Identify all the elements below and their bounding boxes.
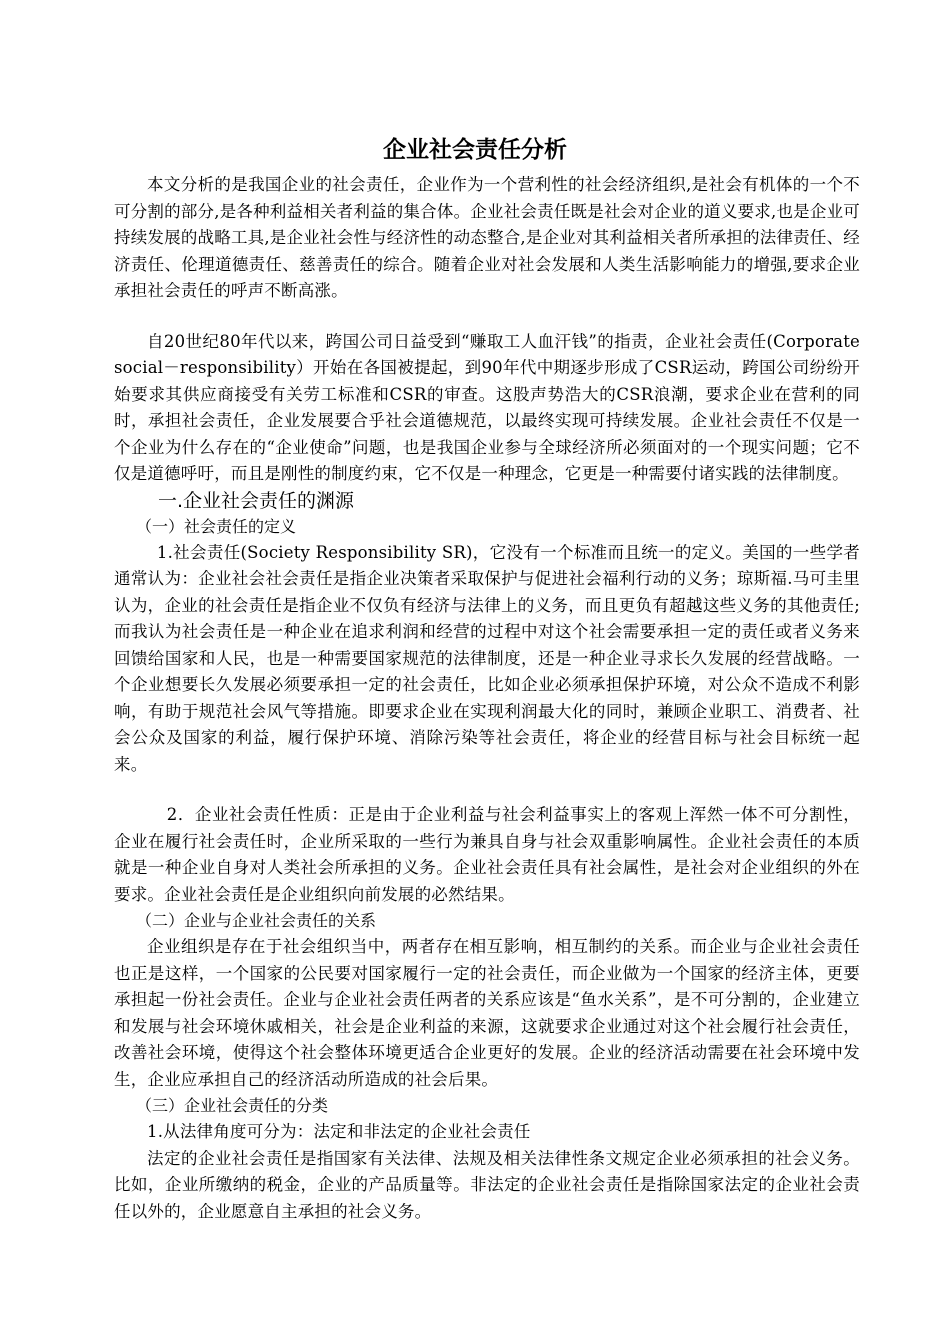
subsection-3-heading: （三）企业社会责任的分类 bbox=[136, 1096, 329, 1115]
subsection-2-heading: （二）企业与企业社会责任的关系 bbox=[136, 911, 377, 930]
document-body bbox=[114, 172, 860, 1225]
paragraph-gap bbox=[114, 778, 860, 802]
paragraph-gap bbox=[114, 305, 860, 329]
subsection-1-heading: （一）社会责任的定义 bbox=[136, 516, 297, 536]
document-title: 企业社会责任分析 bbox=[383, 137, 567, 163]
section-1-heading: 一.企业社会责任的渊源 bbox=[158, 489, 355, 512]
subsection-3-item-1: 1.从法律角度可分为：法定和非法定的企业社会责任 bbox=[147, 1122, 531, 1141]
intro-paragraph-1: 本文分析的是我国企业的社会责任，企业作为一个营利性的社会经济组织,是社会有机体的一个不可分割的部分,是各种利益相关者利益的集合体。企业社会责任既是社会对企业的道义要求,也是企业可持续发展的战略工具,是企业社会性与经济性的动态整合,是企业对其利益相关者所承担的法律责任、经济责任、伦理道德责任、慈善责任的综合。随着企业对社会发展和人类生活影响能力的增强,要求企业承担社会责任的呼声不断高涨。 bbox=[114, 175, 860, 300]
subsection-1-paragraph-1: 1.社会责任(Society Responsibility SR)，它没有一个标准而且统一的定义。美国的一些学者通常认为：企业社会社会责任是指企业决策者采取保护与促进社会福利行动的义务；琼斯福.马可圭里认为，企业的社会责任是指企业不仅负有经济与法律上的义务，而且更负有超越这些义务的其他责任;而我认为社会责任是一种企业在追求利润和经营的过程中对这个社会需要承担一定的责任或者义务来回馈给国家和人民，也是一种需要国家规范的法律制度，还是一种企业寻求长久发展的经营战略。一个企业想要长久发展必须要承担一定的社会责任，比如企业必须承担保护环境，对公众不造成不利影响，有助于规范社会风气等措施。即要求企业在实现利润最大化的同时，兼顾企业职工、消费者、社会公众及国家的利益，履行保护环境、消除污染等社会责任，将企业的经营目标与社会目标统一起来。 bbox=[114, 542, 860, 774]
intro-paragraph-2: 自20世纪80年代以来，跨国公司日益受到“赚取工人血汗钱”的指责，企业社会责任(Corporate social－responsibility）开始在各国被提起，到90年代中期逐步形成了CSR运动，跨国公司纷纷开始要求其供应商接受有关劳工标准和CSR的审查。这股声势浩大的CSR浪潮，要求企业在营利的同时，承担社会责任，企业发展要合乎社会道德规范，以最终实现可持续发展。企业社会责任不仅是一个企业为什么存在的“企业使命”问题，也是我国企业参与全球经济所必须面对的一个现实问题；它不仅是道德呼吁，而且是刚性的制度约束，它不仅是一种理念，它更是一种需要付诸实践的法律制度。 bbox=[114, 331, 860, 483]
subsection-1-paragraph-2: 2．企业社会责任性质：正是由于企业利益与社会利益事实上的客观上浑然一体不可分割性，企业在履行社会责任时，企业所采取的一些行为兼具自身与社会双重影响属性。企业社会责任的本质就是一种企业自身对人类社会所承担的义务。企业社会责任具有社会属性，是社会对企业组织的外在要求。企业社会责任是企业组织向前发展的必然结果。 bbox=[114, 805, 860, 904]
subsection-2-paragraph: 企业组织是存在于社会组织当中，两者存在相互影响，相互制约的关系。而企业与企业社会责任也正是这样，一个国家的公民要对国家履行一定的社会责任，而企业做为一个国家的经济主体，更要承担起一份社会责任。企业与企业社会责任两者的关系应该是“鱼水关系”，是不可分割的，企业建立和发展与社会环境休戚相关，社会是企业利益的来源，这就要求企业通过对这个社会履行社会责任，改善社会环境，使得这个社会整体环境更适合企业更好的发展。企业的经济活动需要在社会环境中发生，企业应承担自己的经济活动所造成的社会后果。 bbox=[114, 937, 860, 1089]
subsection-3-paragraph: 法定的企业社会责任是指国家有关法律、法规及相关法律性条文规定企业必须承担的社会义务。比如，企业所缴纳的税金，企业的产品质量等。非法定的企业社会责任是指除国家法定的企业社会责任以外的，企业愿意自主承担的社会义务。 bbox=[114, 1148, 860, 1221]
